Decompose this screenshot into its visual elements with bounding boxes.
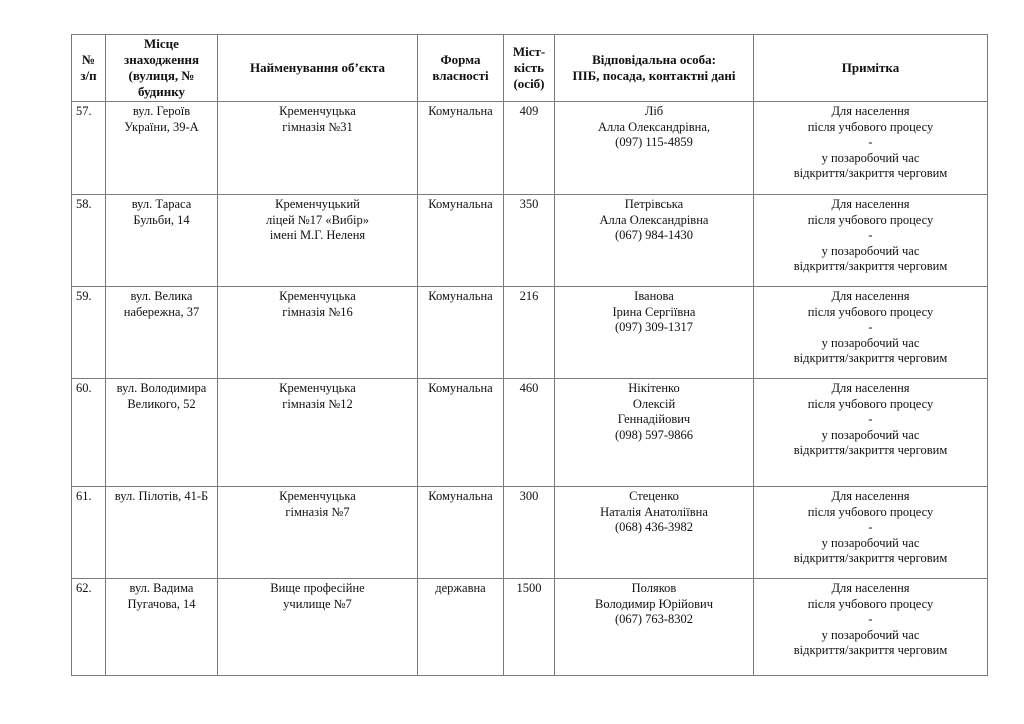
table-row: [72, 195, 988, 287]
text-line: -: [868, 612, 873, 626]
text-line: Олексій: [632, 396, 676, 411]
cell-capacity: 300: [504, 487, 555, 579]
cell-capacity: 460: [504, 379, 555, 487]
text-line: Кременчуцький: [275, 197, 360, 211]
text-line: Кременчуцька: [279, 104, 356, 118]
cell-ownership: Комунальна: [418, 102, 504, 195]
cell-name: [218, 102, 418, 195]
text-line: Для населення: [831, 381, 910, 395]
header-note: [754, 35, 988, 102]
cell-capacity: 1500: [504, 579, 555, 676]
text-line: з/п: [80, 68, 97, 83]
cell-ownership: державна: [418, 579, 504, 676]
text-line: гімназія №31: [282, 119, 353, 134]
text-line: у позаробочий час: [821, 427, 920, 442]
cell-num: 60.: [72, 379, 106, 487]
cell-note: [754, 195, 988, 287]
cell-location: [106, 579, 218, 676]
cell-name: [218, 579, 418, 676]
cell-location: [106, 287, 218, 379]
text-line: Відповідальна особа:: [592, 52, 716, 67]
table-row: [72, 487, 988, 579]
shelters-table: [71, 34, 988, 676]
text-line: вул. Пілотів, 41-Б: [114, 489, 209, 503]
text-line: Володимир Юрійович: [595, 596, 713, 611]
cell-location: [106, 195, 218, 287]
text-line: гімназія №7: [285, 504, 350, 519]
text-line: (068) 436-3982: [614, 520, 694, 534]
text-line: ліцей №17 «Вибір»: [266, 212, 369, 227]
text-line: відкриття/закриття черговим: [793, 351, 948, 365]
text-line: Для населення: [831, 489, 910, 503]
table-row: [72, 579, 988, 676]
text-line: після учбового процесу: [807, 596, 934, 611]
text-line: відкриття/закриття черговим: [793, 259, 948, 273]
cell-capacity: 350: [504, 195, 555, 287]
cell-note: [754, 487, 988, 579]
text-line: будинку: [137, 84, 186, 99]
text-line: кість: [513, 60, 545, 75]
cell-num: 58.: [72, 195, 106, 287]
header-ownership: [418, 35, 504, 102]
table-row: [72, 287, 988, 379]
header-num: [72, 35, 106, 102]
text-line: вул. Героїв: [132, 104, 191, 118]
text-line: (067) 984-1430: [614, 228, 694, 242]
cell-note: [754, 579, 988, 676]
cell-responsible: [555, 379, 754, 487]
text-line: Вище професійне: [270, 581, 365, 595]
cell-note: [754, 287, 988, 379]
text-line: після учбового процесу: [807, 396, 934, 411]
cell-ownership: Комунальна: [418, 487, 504, 579]
text-line: Геннадійович: [617, 412, 691, 426]
text-line: Ірина Сергіївна: [612, 304, 696, 319]
text-line: Для населення: [831, 581, 910, 595]
text-line: Алла Олександрівна,: [597, 119, 711, 134]
text-line: (098) 597-9866: [614, 427, 694, 442]
cell-name: [218, 195, 418, 287]
text-line: Нікітенко: [628, 381, 680, 395]
text-line: у позаробочий час: [821, 150, 920, 165]
cell-responsible: [555, 579, 754, 676]
text-line: -: [868, 320, 873, 334]
text-line: Найменування об’єкта: [250, 60, 385, 75]
text-line: Наталія Анатоліївна: [600, 504, 708, 519]
text-line: Пугачова, 14: [127, 596, 196, 611]
text-line: після учбового процесу: [807, 304, 934, 319]
text-line: (вулиця, №: [128, 68, 195, 83]
text-line: вул. Велика: [130, 289, 193, 303]
cell-responsible: [555, 487, 754, 579]
text-line: відкриття/закриття черговим: [793, 166, 948, 180]
cell-ownership: Комунальна: [418, 287, 504, 379]
cell-num: 62.: [72, 579, 106, 676]
text-line: Кременчуцька: [279, 381, 356, 395]
text-line: Місце: [144, 36, 179, 51]
text-line: Великого, 52: [127, 396, 196, 411]
text-line: вул. Тараса: [131, 197, 192, 211]
header-location: [106, 35, 218, 102]
cell-location: [106, 379, 218, 487]
text-line: (097) 309-1317: [614, 320, 694, 334]
text-line: відкриття/закриття черговим: [793, 551, 948, 565]
cell-name: [218, 287, 418, 379]
header-row: [72, 35, 988, 102]
table-row: [72, 379, 988, 487]
text-line: Для населення: [831, 289, 910, 303]
text-line: України, 39-А: [124, 119, 199, 134]
text-line: Алла Олександрівна: [599, 212, 709, 227]
text-line: (осіб): [513, 76, 545, 91]
cell-capacity: 216: [504, 287, 555, 379]
text-line: відкриття/закриття черговим: [793, 643, 948, 657]
text-line: власності: [432, 68, 489, 83]
text-line: після учбового процесу: [807, 504, 934, 519]
cell-num: 59.: [72, 287, 106, 379]
text-line: ПІБ, посада, контактні дані: [572, 68, 736, 83]
cell-ownership: Комунальна: [418, 195, 504, 287]
cell-num: 57.: [72, 102, 106, 195]
cell-location: [106, 102, 218, 195]
cell-name: [218, 379, 418, 487]
text-line: Ліб: [644, 104, 664, 118]
text-line: училище №7: [283, 596, 352, 611]
cell-location: [106, 487, 218, 579]
text-line: Петрівська: [624, 197, 684, 211]
text-line: у позаробочий час: [821, 535, 920, 550]
text-line: у позаробочий час: [821, 335, 920, 350]
text-line: у позаробочий час: [821, 243, 920, 258]
text-line: (097) 115-4859: [615, 135, 693, 149]
cell-ownership: Комунальна: [418, 379, 504, 487]
cell-responsible: [555, 287, 754, 379]
text-line: (067) 763-8302: [614, 612, 694, 626]
cell-num: 61.: [72, 487, 106, 579]
text-line: Форма: [440, 52, 481, 67]
cell-responsible: [555, 102, 754, 195]
text-line: -: [868, 135, 873, 149]
header-responsible: [555, 35, 754, 102]
text-line: Примітка: [841, 60, 900, 75]
text-line: Кременчуцька: [279, 289, 356, 303]
text-line: №: [81, 52, 96, 67]
text-line: -: [868, 412, 873, 426]
text-line: -: [868, 228, 873, 242]
text-line: у позаробочий час: [821, 627, 920, 642]
text-line: Поляков: [631, 581, 677, 595]
text-line: гімназія №12: [282, 396, 353, 411]
text-line: відкриття/закриття черговим: [793, 443, 948, 457]
header-capacity: [504, 35, 555, 102]
cell-name: [218, 487, 418, 579]
text-line: Міст-: [512, 44, 546, 59]
text-line: Для населення: [831, 104, 910, 118]
text-line: Стеценко: [629, 489, 679, 503]
text-line: вул. Володимира: [116, 381, 207, 395]
text-line: після учбового процесу: [807, 212, 934, 227]
header-name: [218, 35, 418, 102]
text-line: імені М.Г. Неленя: [269, 228, 366, 242]
table-row: [72, 102, 988, 195]
cell-note: [754, 102, 988, 195]
text-line: Кременчуцька: [279, 489, 356, 503]
text-line: гімназія №16: [282, 304, 353, 319]
cell-note: [754, 379, 988, 487]
text-line: набережна, 37: [123, 304, 200, 319]
cell-responsible: [555, 195, 754, 287]
text-line: знаходження: [124, 52, 199, 67]
text-line: -: [868, 520, 873, 534]
cell-capacity: 409: [504, 102, 555, 195]
text-line: після учбового процесу: [807, 119, 934, 134]
text-line: вул. Вадима: [129, 581, 194, 595]
text-line: Для населення: [831, 197, 910, 211]
text-line: Бульби, 14: [133, 212, 190, 227]
text-line: Іванова: [634, 289, 674, 303]
